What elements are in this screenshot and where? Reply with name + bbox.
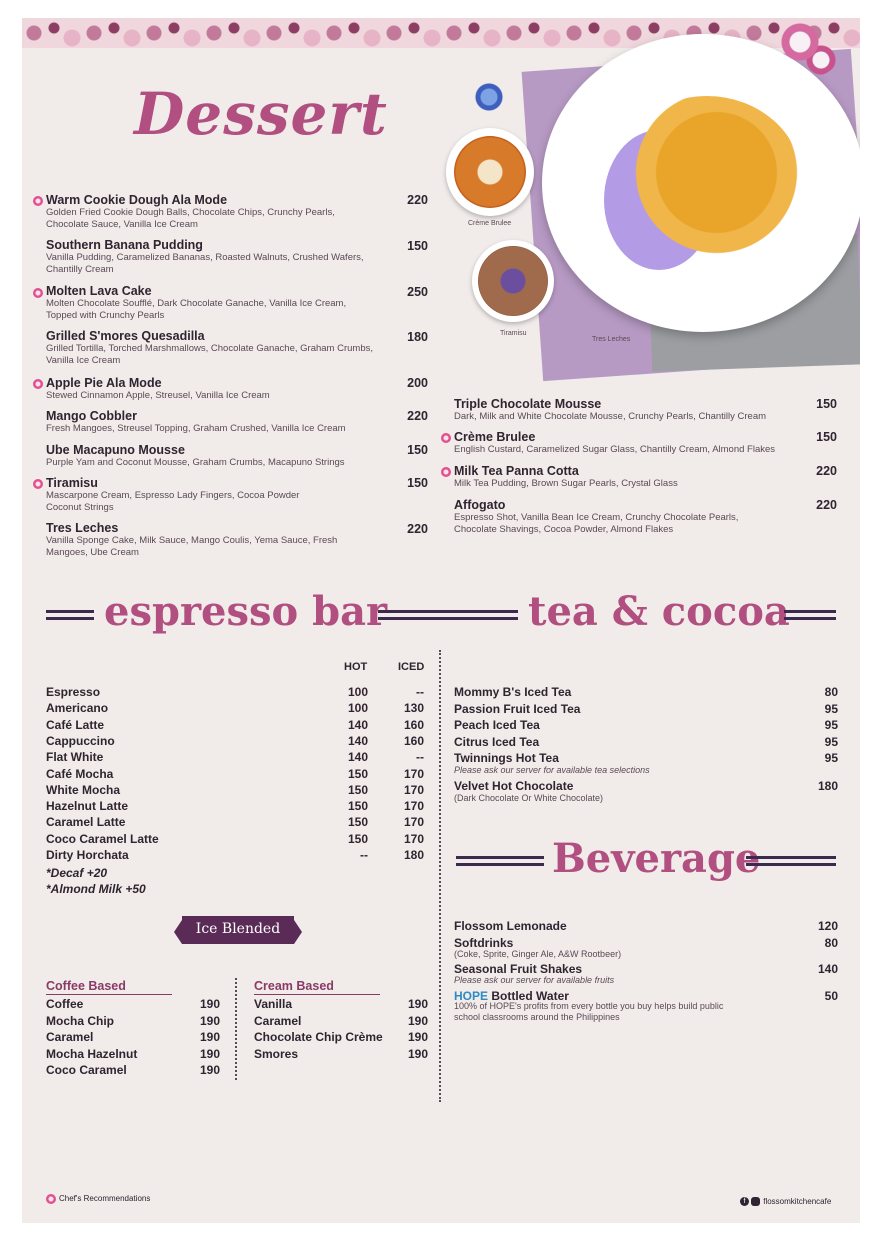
dessert-item — [46, 443, 376, 469]
shakes-name: Seasonal Fruit Shakes — [454, 962, 583, 976]
espresso-item-hot: 140 — [347, 750, 368, 765]
espresso-bar-title: espresso bar — [104, 588, 388, 635]
coffee-item-price: 190 — [199, 997, 220, 1011]
espresso-item-hot: 150 — [347, 815, 368, 830]
dessert-title: Dessert — [134, 80, 388, 148]
cocoa-price: 180 — [817, 779, 838, 793]
creme-brulee-photo — [446, 128, 534, 216]
espresso-item-name: Caramel Latte — [46, 815, 126, 830]
cream-item-name: Smores — [254, 1046, 299, 1061]
ice-blended-divider — [235, 978, 237, 1080]
espresso-item-name: Café Latte — [46, 717, 105, 732]
espresso-item-hot: 150 — [347, 766, 368, 781]
dessert-desc: Dark, Milk and White Chocolate Mousse, Crunchy Pearls, Chantilly Cream — [454, 411, 767, 422]
water-price: 50 — [824, 989, 838, 1003]
rule-right — [784, 610, 836, 623]
espresso-item-name: Espresso — [46, 685, 101, 699]
beverage-title: Beverage — [552, 835, 761, 882]
tea-item-price: 95 — [824, 718, 838, 732]
water-label: Bottled Water — [491, 989, 569, 1003]
shakes-price: 140 — [817, 962, 838, 976]
tea-item-price: 95 — [824, 734, 838, 749]
espresso-item-name: White Mocha — [46, 782, 120, 797]
dessert-item — [454, 464, 804, 490]
dessert-name: Apple Pie Ala Mode — [46, 376, 162, 390]
coffee-item-price: 190 — [199, 1046, 220, 1061]
softdrinks-name: Softdrinks — [454, 936, 514, 950]
espresso-item-iced: 170 — [403, 815, 424, 830]
social-handle — [740, 1197, 831, 1206]
dessert-desc: Espresso Shot, Vanilla Bean Ice Cream, Crunchy Chocolate Pearls, Chocolate Shavings, Cocoa Powder, Almond Flakes — [454, 512, 739, 535]
rule-center — [378, 610, 518, 623]
extra-almond: *Almond Milk +50 — [46, 882, 146, 896]
hope-logo: HOPE — [454, 989, 489, 1003]
dessert-price: 150 — [407, 476, 428, 490]
dessert-item — [46, 376, 376, 402]
coffee-item-price: 190 — [199, 1063, 220, 1077]
ice-blended-title: Ice Blended — [195, 921, 281, 937]
espresso-item-name: Hazelnut Latte — [46, 799, 129, 814]
dessert-desc: Stewed Cinnamon Apple, Streusel, Vanilla Ice Cream — [46, 390, 270, 401]
water-sub: 100% of HOPE's profits from every bottle you buy helps build public school classrooms around the Philippines — [454, 1001, 724, 1022]
dessert-price: 220 — [816, 464, 837, 478]
espresso-item-hot: 150 — [347, 831, 368, 846]
espresso-item-hot: 140 — [347, 717, 368, 732]
dessert-item — [46, 476, 336, 514]
cream-item-price: 190 — [407, 1046, 428, 1061]
flower-icon — [33, 288, 43, 298]
menu-page — [22, 18, 860, 1223]
dessert-price: 220 — [407, 409, 428, 423]
rule-bev-right — [746, 856, 836, 869]
orchid-image — [772, 18, 842, 78]
espresso-item-iced: -- — [416, 685, 424, 699]
dessert-price: 200 — [407, 376, 428, 390]
coffee-item-name: Mocha Hazelnut — [46, 1046, 138, 1061]
cream-based-heading: Cream Based — [254, 979, 380, 995]
dessert-price: 150 — [816, 430, 837, 444]
extra-decaf: *Decaf +20 — [46, 866, 108, 880]
photo-label-tres: Tres Leches — [592, 336, 631, 343]
dessert-desc: Mascarpone Cream, Espresso Lady Fingers, Cocoa Powder Coconut Strings — [46, 490, 300, 513]
iced-column-header: ICED — [398, 661, 425, 673]
tea-item-price: 95 — [824, 751, 838, 765]
espresso-item-iced: -- — [416, 750, 424, 765]
cocoa-name: Velvet Hot Chocolate — [454, 779, 574, 793]
tea-cocoa-title: tea & cocoa — [528, 588, 790, 635]
espresso-item-hot: 100 — [347, 685, 368, 699]
dessert-desc: Golden Fried Cookie Dough Balls, Chocolate Chips, Crunchy Pearls, Chocolate Sauce, Vanilla Ice Cream — [46, 207, 335, 230]
cream-item-price: 190 — [407, 1013, 428, 1028]
dessert-price: 220 — [407, 193, 428, 207]
coffee-based-heading: Coffee Based — [46, 979, 172, 995]
coffee-item-name: Caramel — [46, 1030, 94, 1044]
lemonade-name: Flossom Lemonade — [454, 919, 567, 933]
dessert-price: 220 — [407, 522, 428, 536]
cream-item-price: 190 — [407, 1030, 428, 1044]
cream-item-name: Chocolate Chip Crème — [254, 1030, 383, 1044]
dessert-name: Affogato — [454, 498, 506, 512]
tea-item-name: Mommy B's Iced Tea — [454, 685, 572, 699]
dessert-price: 220 — [816, 498, 837, 512]
espresso-item-iced: 170 — [403, 831, 424, 846]
dessert-price: 150 — [407, 239, 428, 253]
flower-icon — [33, 479, 43, 489]
dessert-item — [454, 397, 804, 423]
ice-blended-banner — [182, 916, 294, 944]
dessert-desc: Molten Chocolate Soufflé, Dark Chocolate Ganache, Vanilla Ice Cream, Topped with Crunchy Pearls — [46, 298, 347, 321]
dessert-desc: Purple Yam and Coconut Mousse, Graham Crumbs, Macapuno Strings — [46, 457, 345, 468]
dessert-name: Tiramisu — [46, 476, 98, 490]
flower-icon — [441, 433, 451, 443]
photo-label-tiramisu: Tiramisu — [500, 330, 527, 337]
espresso-item-hot: 100 — [347, 701, 368, 716]
tiramisu-photo — [472, 240, 554, 322]
coffee-item-price: 190 — [199, 1030, 220, 1044]
espresso-item-hot: 150 — [347, 799, 368, 814]
dessert-desc: Grilled Tortilla, Torched Marshmallows, Chocolate Ganache, Graham Crumbs, Vanilla Ice Cream — [46, 343, 374, 366]
dessert-item — [46, 409, 376, 435]
chefs-recommendation-legend — [46, 1194, 150, 1204]
flower-icon — [33, 379, 43, 389]
dessert-price: 150 — [816, 397, 837, 411]
dessert-name: Tres Leches — [46, 521, 119, 535]
shakes-sub: Please ask our server for available fruits — [454, 975, 615, 985]
dessert-price: 150 — [407, 443, 428, 457]
flower-icon — [33, 196, 43, 206]
instagram-icon — [751, 1197, 760, 1206]
softdrinks-price: 80 — [824, 936, 838, 950]
espresso-item-iced: 160 — [403, 717, 424, 732]
tea-note: Please ask our server for available tea selections — [454, 765, 650, 775]
cream-item-name: Caramel — [254, 1013, 302, 1028]
dessert-name: Mango Cobbler — [46, 409, 137, 423]
espresso-item-hot: 140 — [347, 733, 368, 748]
dessert-name: Crème Brulee — [454, 430, 536, 444]
dessert-name: Triple Chocolate Mousse — [454, 397, 602, 411]
flower-icon — [441, 467, 451, 477]
column-divider — [439, 650, 441, 1102]
espresso-item-name: Americano — [46, 701, 109, 716]
espresso-item-iced: 170 — [403, 782, 424, 797]
dessert-price: 250 — [407, 285, 428, 299]
dessert-name: Ube Macapuno Mousse — [46, 443, 185, 457]
espresso-item-name: Café Mocha — [46, 766, 114, 781]
espresso-item-name: Coco Caramel Latte — [46, 831, 159, 846]
dessert-desc: Fresh Mangoes, Streusel Topping, Graham Crushed, Vanilla Ice Cream — [46, 423, 346, 434]
softdrinks-sub: (Coke, Sprite, Ginger Ale, A&W Rootbeer) — [454, 949, 622, 959]
dessert-name: Molten Lava Cake — [46, 284, 152, 298]
coffee-item-name: Mocha Chip — [46, 1013, 114, 1028]
dessert-name: Warm Cookie Dough Ala Mode — [46, 193, 228, 207]
blue-flower-image — [474, 82, 504, 112]
lemonade-price: 120 — [817, 919, 838, 933]
dessert-item — [46, 238, 376, 276]
tea-item-name: Citrus Iced Tea — [454, 734, 540, 749]
coffee-item-name: Coffee — [46, 997, 84, 1011]
rule-bev-left — [456, 856, 544, 869]
social-text: flossomkitchencafe — [763, 1197, 832, 1206]
dessert-item — [46, 284, 376, 322]
hot-column-header: HOT — [344, 661, 368, 673]
legend-text: Chef's Recommendations — [59, 1194, 151, 1204]
photo-label-creme: Crème Brulee — [468, 220, 512, 227]
dessert-desc: Milk Tea Pudding, Brown Sugar Pearls, Crystal Glass — [454, 478, 678, 489]
cream-item-price: 190 — [407, 997, 428, 1011]
dessert-price: 180 — [407, 330, 428, 344]
espresso-item-name: Cappuccino — [46, 733, 115, 748]
dessert-desc: English Custard, Caramelized Sugar Glass, Chantilly Cream, Almond Flakes — [454, 444, 776, 455]
flower-icon — [46, 1194, 56, 1204]
espresso-item-iced: 170 — [403, 766, 424, 781]
dessert-name: Milk Tea Panna Cotta — [454, 464, 579, 478]
tres-leches-image — [612, 96, 802, 266]
dessert-item — [46, 329, 376, 367]
coffee-item-name: Coco Caramel — [46, 1063, 127, 1077]
espresso-item-iced: 160 — [403, 733, 424, 748]
coffee-item-price: 190 — [199, 1013, 220, 1028]
dessert-name: Southern Banana Pudding — [46, 238, 203, 252]
tea-item-name: Twinnings Hot Tea — [454, 751, 559, 765]
dessert-name: Grilled S'mores Quesadilla — [46, 329, 205, 343]
tea-item-price: 80 — [824, 685, 838, 699]
dessert-item — [46, 193, 376, 231]
espresso-item-iced: 130 — [403, 701, 424, 716]
dessert-desc: Vanilla Sponge Cake, Milk Sauce, Mango Coulis, Yema Sauce, Fresh Mangoes, Ube Cream — [46, 535, 338, 558]
dessert-item — [454, 430, 804, 456]
espresso-item-iced: 170 — [403, 799, 424, 814]
dessert-item — [454, 498, 774, 536]
dessert-item — [46, 521, 346, 559]
dessert-desc: Vanilla Pudding, Caramelized Bananas, Roasted Walnuts, Crushed Wafers, Chantilly Cream — [46, 252, 364, 275]
tea-item-price: 95 — [824, 701, 838, 716]
espresso-item-hot: 150 — [347, 782, 368, 797]
facebook-icon: f — [740, 1197, 749, 1206]
espresso-item-hot: -- — [360, 848, 368, 862]
tea-item-name: Passion Fruit Iced Tea — [454, 701, 581, 716]
cocoa-sub: (Dark Chocolate Or White Chocolate) — [454, 793, 604, 803]
espresso-item-name: Dirty Horchata — [46, 848, 129, 862]
cream-item-name: Vanilla — [254, 997, 293, 1011]
tea-item-name: Peach Iced Tea — [454, 718, 540, 732]
espresso-item-name: Flat White — [46, 750, 104, 765]
rule-left — [46, 610, 94, 623]
espresso-item-iced: 180 — [403, 848, 424, 862]
